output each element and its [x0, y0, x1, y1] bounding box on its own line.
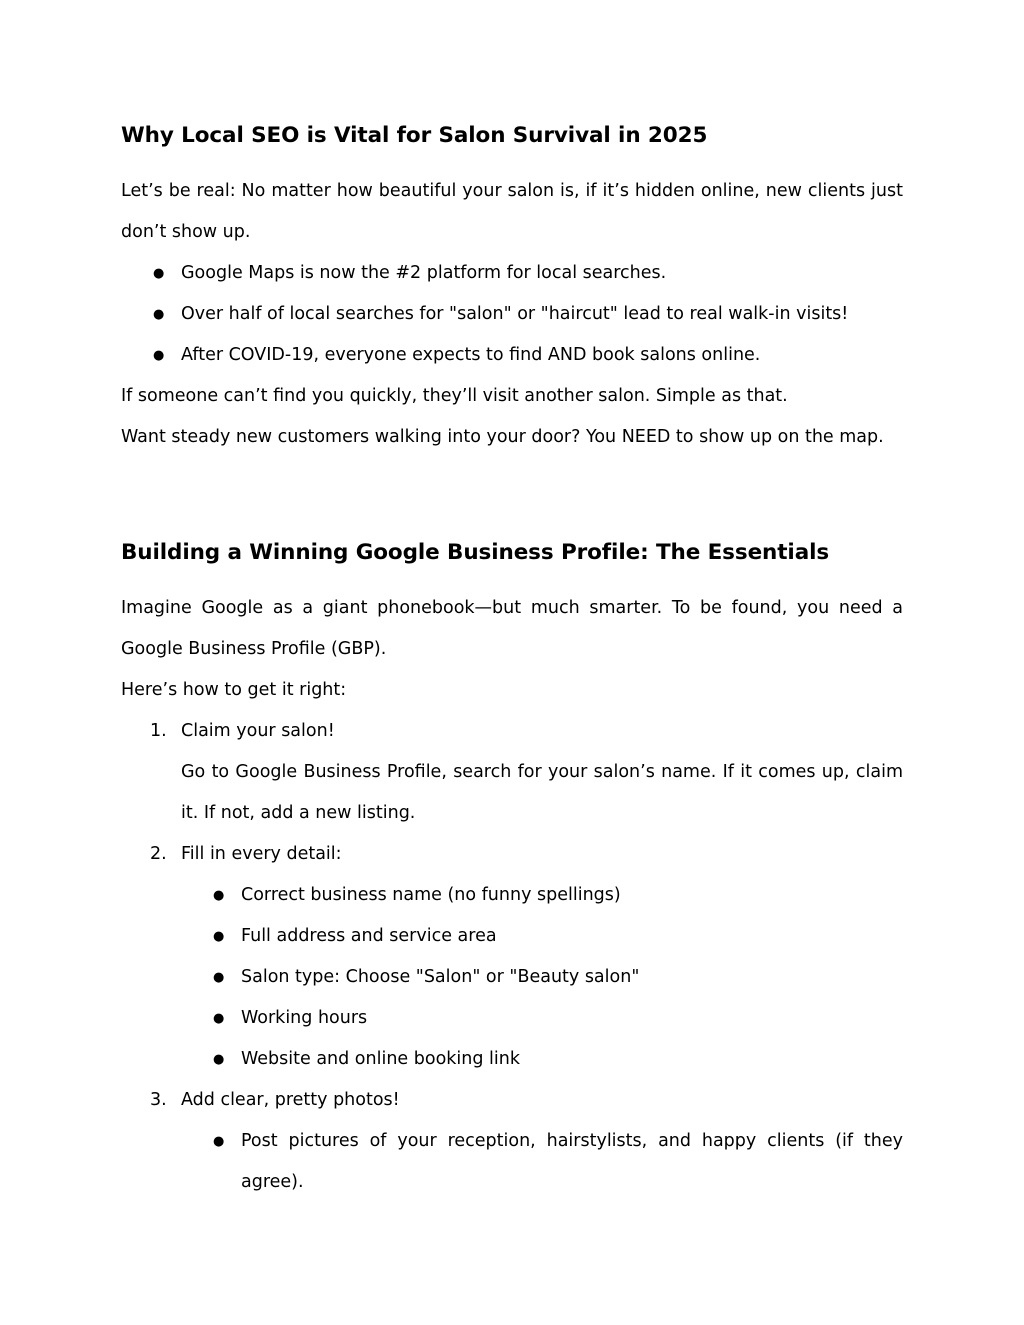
- numbered-item: [150, 711, 903, 752]
- list-item: [213, 957, 903, 998]
- paragraph: Here’s how to get it right:: [121, 680, 347, 700]
- list-item-text: Website and online booking link: [241, 1049, 520, 1069]
- list-item: [213, 1121, 903, 1203]
- list-item-text: Salon type: Choose "Salon" or "Beauty salon": [241, 967, 640, 987]
- bullet-icon: ●: [153, 266, 165, 281]
- list-item: [213, 916, 903, 957]
- list-number: 3.: [150, 1090, 167, 1110]
- bullet-icon: ●: [153, 307, 165, 322]
- bullet-icon: ●: [213, 1134, 225, 1149]
- list-item: [213, 875, 903, 916]
- bullet-icon: ●: [213, 970, 225, 985]
- list-item: [153, 335, 903, 376]
- paragraph: If someone can’t find you quickly, they’ll visit another salon. Simple as that.: [121, 386, 788, 406]
- list-item: [153, 253, 903, 294]
- numbered-item-detail: Go to Google Business Profile, search for your salon’s name. If it comes up, claim it. If not, add a new listing.: [181, 762, 903, 823]
- list-item: [153, 294, 903, 335]
- list-item: [213, 1039, 903, 1080]
- list-item-text: Correct business name (no funny spellings): [241, 885, 621, 905]
- list-item-text: Working hours: [241, 1008, 368, 1028]
- list-number: 2.: [150, 844, 167, 864]
- bullet-icon: ●: [213, 1011, 225, 1026]
- list-number: 1.: [150, 721, 167, 741]
- numbered-item: [150, 1080, 903, 1121]
- list-item-text: Full address and service area: [241, 926, 497, 946]
- section-heading-gbp: Building a Winning Google Business Profile: The Essentials: [121, 540, 830, 565]
- bullet-icon: ●: [213, 888, 225, 903]
- intro-paragraph: Let’s be real: No matter how beautiful your salon is, if it’s hidden online, new clients just don’t show up.: [121, 181, 903, 242]
- numbered-item-title: Add clear, pretty photos!: [181, 1090, 400, 1110]
- numbered-item-title: Fill in every detail:: [181, 844, 342, 864]
- bullet-icon: ●: [213, 929, 225, 944]
- numbered-item: [150, 834, 903, 875]
- list-item-text: Google Maps is now the #2 platform for local searches.: [181, 263, 667, 283]
- list-item-text: After COVID-19, everyone expects to find AND book salons online.: [181, 345, 761, 365]
- numbered-item-title: Claim your salon!: [181, 721, 335, 741]
- bullet-icon: ●: [213, 1052, 225, 1067]
- paragraph: Want steady new customers walking into your door? You NEED to show up on the map.: [121, 427, 884, 447]
- section-heading-local-seo: Why Local SEO is Vital for Salon Survival in 2025: [121, 123, 708, 148]
- bullet-icon: ●: [153, 348, 165, 363]
- paragraph: Imagine Google as a giant phonebook—but much smarter. To be found, you need a Google Business Profile (GBP).: [121, 598, 903, 659]
- list-item: [213, 998, 903, 1039]
- list-item-text: Post pictures of your reception, hairstylists, and happy clients (if they agree).: [241, 1131, 903, 1192]
- list-item-text: Over half of local searches for "salon" or "haircut" lead to real walk-in visits!: [181, 304, 849, 324]
